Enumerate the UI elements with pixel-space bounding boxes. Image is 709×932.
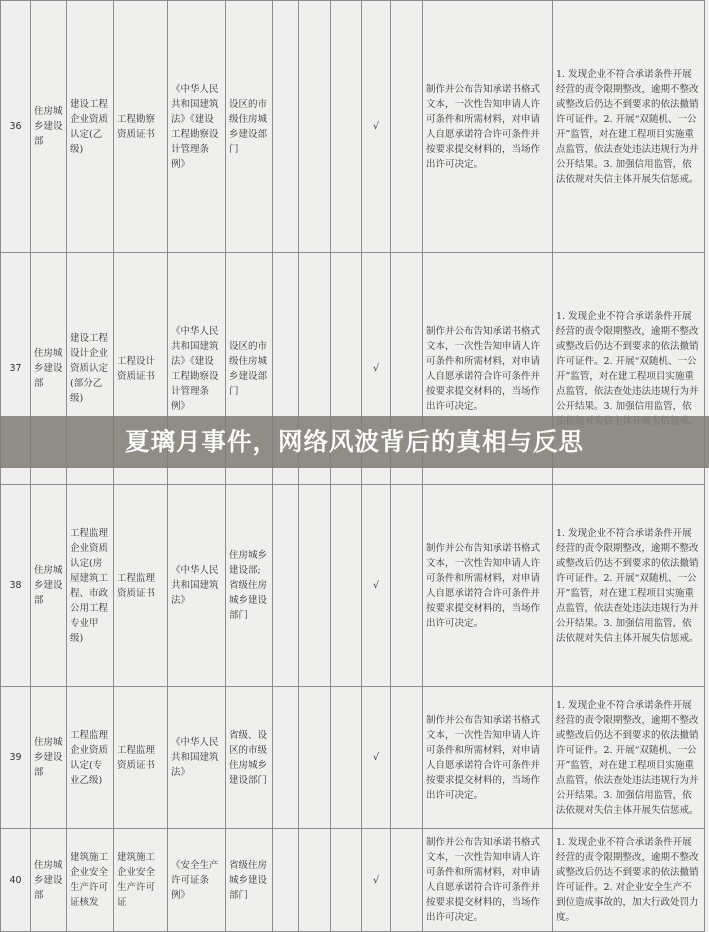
banner-title: 夏璃月事件，网络风波背后的真相与反思 bbox=[125, 427, 584, 456]
item-cell: 工程监理企业资质认定(房屋建筑工程、市政公用工程专业甲级) bbox=[67, 485, 114, 687]
row-number: 40 bbox=[1, 829, 31, 932]
empty-cell bbox=[331, 829, 362, 932]
row-number: 36 bbox=[1, 1, 31, 253]
department-cell: 住房城乡建设部 bbox=[31, 253, 67, 485]
authority-cell: 设区的市级住房城乡建设部门 bbox=[226, 1, 273, 253]
check-mark: √ bbox=[362, 1, 391, 253]
supervision-cell: 1. 发现企业不符合承诺条件开展经营的责令限期整改，逾期不整改或整改后仍达不到要求的依法撤销许可证件。2. 开展“双随机、一公开”监管，对在建工程项目实施重点监管，依法查处违法违规行为并公开结果。3. 加强信用监管，依法依规对失信主体开展失信惩戒。 bbox=[553, 485, 705, 687]
department-cell: 住房城乡建设部 bbox=[31, 829, 67, 932]
authority-cell: 设区的市级住房城乡建设部门 bbox=[226, 253, 273, 485]
empty-cell bbox=[299, 687, 331, 829]
basis-cell: 《中华人民共和国建筑法》 bbox=[168, 687, 226, 829]
item-cell: 建设工程设计企业资质认定(部分乙级) bbox=[67, 253, 114, 485]
license-cell: 工程勘察资质证书 bbox=[114, 1, 168, 253]
empty-cell bbox=[331, 687, 362, 829]
supervision-cell: 1. 发现企业不符合承诺条件开展经营的责令限期整改，逾期不整改或整改后仍达不到要求的依法撤销许可证件。2. 对企业安全生产不到位造成事故的，加大行政处罚力度。 bbox=[553, 829, 705, 932]
empty-cell bbox=[273, 687, 299, 829]
empty-cell bbox=[273, 829, 299, 932]
authority-cell: 省级住房城乡建设部门 bbox=[226, 829, 273, 932]
empty-cell bbox=[391, 829, 423, 932]
check-mark: √ bbox=[362, 485, 391, 687]
table-row bbox=[1, 687, 705, 829]
row-number: 37 bbox=[1, 253, 31, 485]
check-mark: √ bbox=[362, 253, 391, 485]
table-row bbox=[1, 829, 705, 932]
procedure-cell: 制作并公布告知承诺书格式文本，一次性告知申请人许可条件和所需材料，对申请人自愿承诺符合许可条件并按要求提交材料的，当场作出许可决定。 bbox=[423, 485, 553, 687]
license-cell: 工程监理资质证书 bbox=[114, 485, 168, 687]
basis-cell: 《中华人民共和国建筑法》《建设工程勘察设计管理条例》 bbox=[168, 253, 226, 485]
table-row bbox=[1, 1, 705, 253]
license-cell: 工程监理资质证书 bbox=[114, 687, 168, 829]
department-cell: 住房城乡建设部 bbox=[31, 687, 67, 829]
empty-cell bbox=[299, 829, 331, 932]
license-cell: 工程设计资质证书 bbox=[114, 253, 168, 485]
department-cell: 住房城乡建设部 bbox=[31, 485, 67, 687]
procedure-cell: 制作并公布告知承诺书格式文本，一次性告知申请人许可条件和所需材料，对申请人自愿承诺符合许可条件并按要求提交材料的，当场作出许可决定。 bbox=[423, 1, 553, 253]
supervision-cell: 1. 发现企业不符合承诺条件开展经营的责令限期整改，逾期不整改或整改后仍达不到要求的依法撤销许可证件。2. 开展“双随机、一公开”监管，对在建工程项目实施重点监管，依法查处违法违规行为并公开结果。3. 加强信用监管，依法依规对失信主体开展失信惩戒。 bbox=[553, 1, 705, 253]
supervision-cell: 1. 发现企业不符合承诺条件开展经营的责令限期整改，逾期不整改或整改后仍达不到要求的依法撤销许可证件。2. 开展“双随机、一公开”监管，对在建工程项目实施重点监管，依法查处违法违规行为并公开结果。3. 加强信用监管，依法依规对失信主体开展失信惩戒。 bbox=[553, 687, 705, 829]
empty-cell bbox=[331, 485, 362, 687]
basis-cell: 《中华人民共和国建筑法》 bbox=[168, 485, 226, 687]
check-mark: √ bbox=[362, 829, 391, 932]
empty-cell bbox=[273, 1, 299, 253]
row-number: 39 bbox=[1, 687, 31, 829]
row-number: 38 bbox=[1, 485, 31, 687]
check-mark: √ bbox=[362, 687, 391, 829]
basis-cell: 《安全生产许可证条例》 bbox=[168, 829, 226, 932]
item-cell: 工程监理企业资质认定(专业乙级) bbox=[67, 687, 114, 829]
title-banner bbox=[0, 416, 709, 468]
procedure-cell: 制作并公布告知承诺书格式文本，一次性告知申请人许可条件和所需材料，对申请人自愿承诺符合许可条件并按要求提交材料的，当场作出许可决定。 bbox=[423, 253, 553, 485]
procedure-cell: 制作并公布告知承诺书格式文本，一次性告知申请人许可条件和所需材料，对申请人自愿承诺符合许可条件并按要求提交材料的，当场作出许可决定。 bbox=[423, 687, 553, 829]
empty-cell bbox=[299, 1, 331, 253]
basis-cell: 《中华人民共和国建筑法》《建设工程勘察设计管理条例》 bbox=[168, 1, 226, 253]
item-cell: 建设工程企业资质认定(乙级) bbox=[67, 1, 114, 253]
department-cell: 住房城乡建设部 bbox=[31, 1, 67, 253]
empty-cell bbox=[273, 485, 299, 687]
license-cell: 建筑施工企业安全生产许可证 bbox=[114, 829, 168, 932]
empty-cell bbox=[391, 687, 423, 829]
authority-cell: 住房城乡建设部;省级住房城乡建设部门 bbox=[226, 485, 273, 687]
empty-cell bbox=[299, 485, 331, 687]
empty-cell bbox=[391, 485, 423, 687]
empty-cell bbox=[391, 1, 423, 253]
empty-cell bbox=[331, 1, 362, 253]
procedure-cell: 制作并公布告知承诺书格式文本，一次性告知申请人许可条件和所需材料，对申请人自愿承诺符合许可条件并按要求提交材料的，当场作出许可决定。 bbox=[423, 829, 553, 932]
item-cell: 建筑施工企业安全生产许可证核发 bbox=[67, 829, 114, 932]
authority-cell: 省级、设区的市级住房城乡建设部门 bbox=[226, 687, 273, 829]
supervision-cell: 1. 发现企业不符合承诺条件开展经营的责令限期整改，逾期不整改或整改后仍达不到要求的依法撤销许可证件。2. 开展“双随机、一公开”监管，对在建工程项目实施重点监管，依法查处违法违规行为并公开结果。3. 加强信用监管，依 bbox=[553, 253, 705, 485]
table-row bbox=[1, 485, 705, 687]
